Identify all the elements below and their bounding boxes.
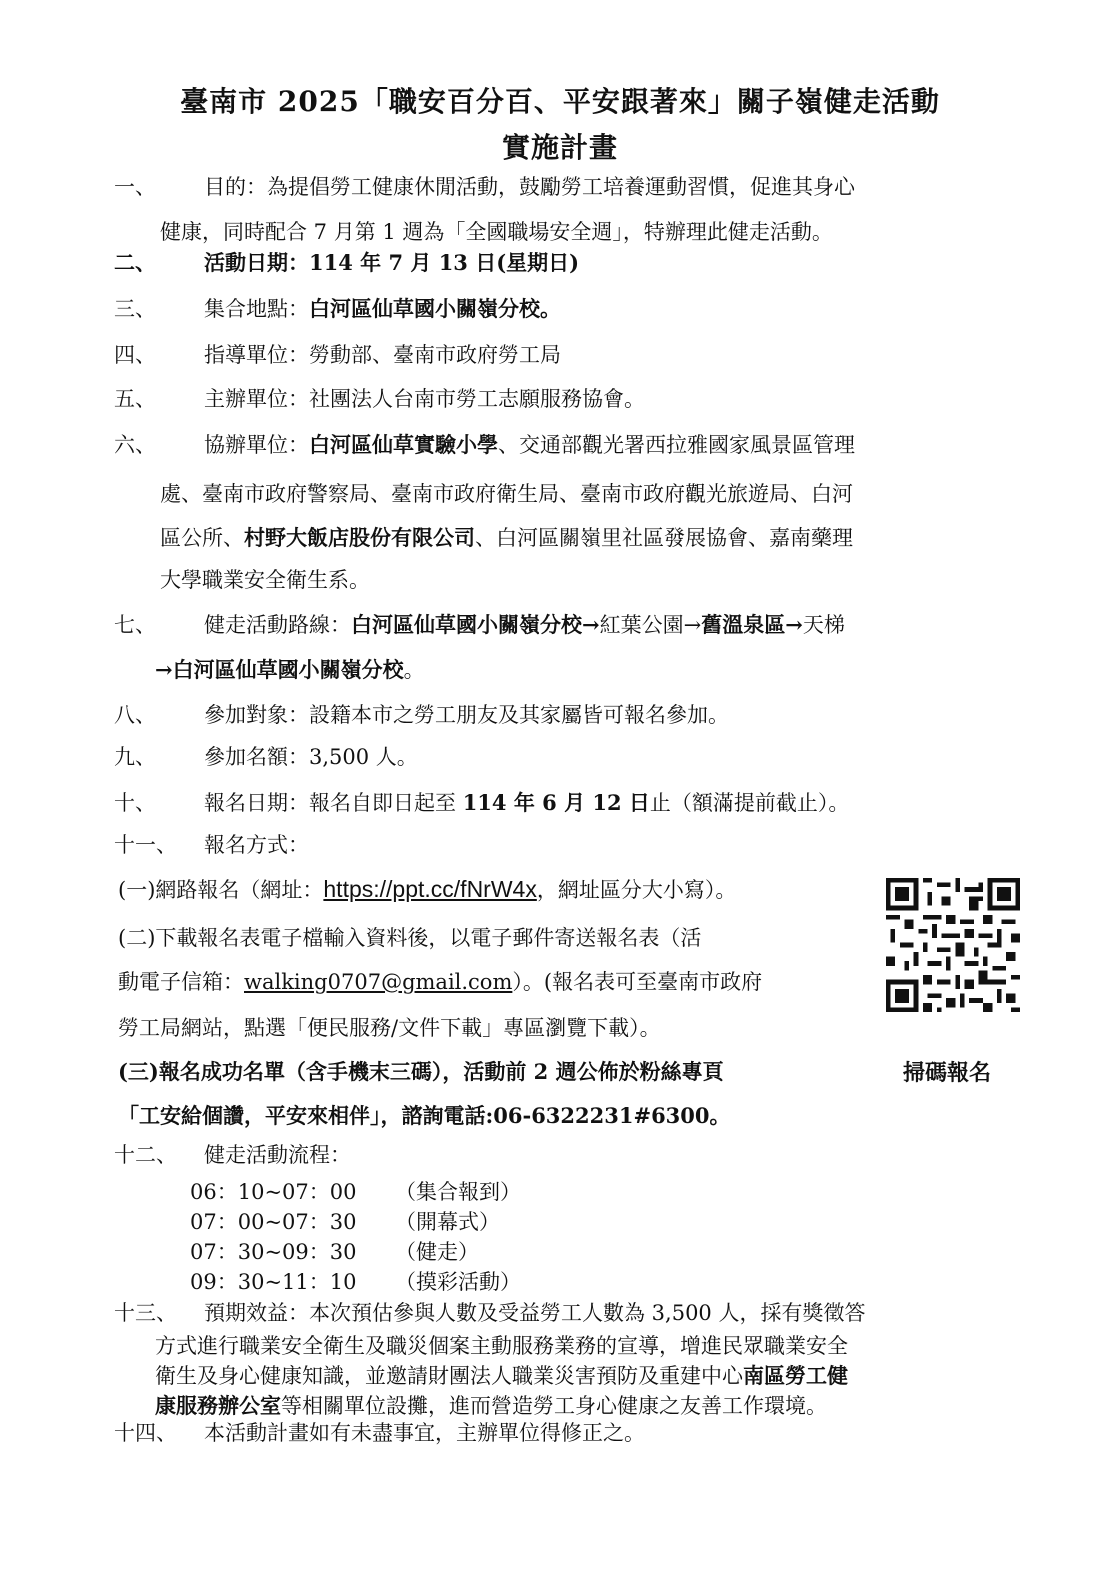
venue-name: 白河區仙草國小關嶺分校。 xyxy=(309,296,561,321)
route-stop-1: 白河區仙草國小關嶺分校→ xyxy=(351,612,600,637)
co-organizer-text-3b: 、白河區關嶺里社區發展協會、嘉南藥理 xyxy=(475,526,853,550)
section-label: 指導單位： xyxy=(204,343,309,367)
benefit-bold-3b: 南區勞工健 xyxy=(743,1363,848,1388)
schedule-time: 06：10~07：00 xyxy=(190,1180,357,1204)
section-label: 活動日期： xyxy=(204,250,309,275)
route-stop-5: →白河區仙草國小關嶺分校 xyxy=(155,657,404,682)
schedule-time: 07：30~09：30 xyxy=(190,1240,357,1264)
method-email-line-2 xyxy=(118,966,762,996)
schedule-item xyxy=(190,1266,521,1296)
section-number: 三、 xyxy=(114,297,156,321)
benefit-line-4 xyxy=(155,1390,827,1420)
co-organizer-bold-1: 白河區仙草實驗小學 xyxy=(309,432,498,457)
schedule-time: 07：00~07：30 xyxy=(190,1210,357,1234)
purpose-text-2: 健康，同時配合 7 月第 1 週為「全國職場安全週」，特辦理此健走活動。 xyxy=(160,220,833,244)
section-number: 六、 xyxy=(114,433,156,457)
schedule-event: （摸彩活動） xyxy=(395,1270,521,1294)
co-organizer-line-4: 大學職業安全衛生系。 xyxy=(160,568,370,592)
section-number: 九、 xyxy=(114,745,156,769)
schedule-event: （開幕式） xyxy=(395,1210,500,1234)
amendment-text: 本活動計畫如有未盡事宜，主辦單位得修正之。 xyxy=(204,1421,645,1445)
section-number: 一、 xyxy=(114,175,156,199)
co-organizer-text-1: 、交通部觀光署西拉雅國家風景區管理 xyxy=(498,433,855,457)
registration-pre: 報名自即日起至 xyxy=(309,791,463,815)
section-label: 健走活動流程： xyxy=(204,1143,351,1167)
quota-value: 3,500 人。 xyxy=(309,745,418,769)
route-stop-3: 舊溫泉區→ xyxy=(701,612,803,637)
section-number: 七、 xyxy=(114,613,156,637)
section-number: 二、 xyxy=(114,250,156,275)
co-organizer-text-3a: 區公所、 xyxy=(160,526,244,550)
benefit-line-3 xyxy=(155,1360,848,1390)
method-announcement-line-2: 「工安給個讚，平安來相伴」，諮詢電話:06-6322231#6300。 xyxy=(118,1103,731,1128)
benefit-text-3a: 衛生及身心健康知識，並邀請財團法人職業災害預防及重建中心 xyxy=(155,1364,743,1388)
schedule-item xyxy=(190,1206,500,1236)
eligibility-text: 設籍本市之勞工朋友及其家屬皆可報名參加。 xyxy=(309,703,729,727)
method-online-pre: (一)網路報名（網址： xyxy=(118,878,324,902)
section-number: 八、 xyxy=(114,703,156,727)
benefit-text-4b: 等相關單位設攤，進而營造勞工身心健康之友善工作環境。 xyxy=(281,1394,827,1418)
route-end: 。 xyxy=(403,658,425,682)
section-number: 十三、 xyxy=(114,1301,177,1325)
route-stop-2: 紅葉公園→ xyxy=(599,613,702,637)
route-stop-4: 天梯 xyxy=(802,613,845,637)
schedule-time: 09：30~11：10 xyxy=(190,1270,357,1294)
purpose-text-1: 為提倡勞工健康休閒活動，鼓勵勞工培養運動習慣，促進其身心 xyxy=(267,175,855,199)
registration-deadline: 114 年 6 月 12 日 xyxy=(462,790,650,815)
section-number: 十、 xyxy=(114,791,156,815)
section-label: 主辦單位： xyxy=(204,387,309,411)
section-label: 參加名額： xyxy=(204,745,309,769)
qr-caption: 掃碼報名 xyxy=(903,1060,992,1086)
section-label: 集合地點： xyxy=(204,297,309,321)
event-date: 114 年 7 月 13 日(星期日) xyxy=(309,250,580,275)
method-announcement-line-1: (三)報名成功名單（含手機末三碼），活動前 2 週公佈於粉絲專頁 xyxy=(118,1059,724,1084)
document-title: 臺南市 2025「職安百分百、平安跟著來」關子嶺健走活動 xyxy=(180,85,940,118)
benefit-line-1: 本次預估參與人數及受益勞工人數為 3,500 人，採有獎徵答 xyxy=(309,1301,866,1325)
section-label: 預期效益： xyxy=(204,1301,309,1325)
organizer-unit: 社團法人台南市勞工志願服務協會。 xyxy=(309,387,645,411)
benefit-bold-4a: 康服務辦公室 xyxy=(155,1393,281,1418)
co-organizer-line-2: 處、臺南市政府警察局、臺南市政府衛生局、臺南市政府觀光旅遊局、白河 xyxy=(160,482,853,506)
section-label: 參加對象： xyxy=(204,703,309,727)
method-email-line-1: (二)下載報名表電子檔輸入資料後，以電子郵件寄送報名表（活 xyxy=(118,926,702,950)
section-label: 健走活動路線： xyxy=(204,613,351,637)
section-number: 十四、 xyxy=(114,1421,177,1445)
registration-url-link[interactable]: https://ppt.cc/fNrW4x xyxy=(323,876,537,902)
section-label: 報名方式： xyxy=(204,833,309,857)
activity-email-link[interactable]: walking0707@gmail.com xyxy=(244,970,513,994)
method-email-pre: 動電子信箱： xyxy=(118,970,244,994)
section-label: 報名日期： xyxy=(204,791,309,815)
section-number: 十二、 xyxy=(114,1143,177,1167)
co-organizer-bold-2: 村野大飯店股份有限公司 xyxy=(244,525,475,550)
section-number: 十一、 xyxy=(114,833,177,857)
section-number: 五、 xyxy=(114,387,156,411)
document-subtitle: 實施計畫 xyxy=(501,131,618,164)
supervisor-units: 勞動部、臺南市政府勞工局 xyxy=(309,343,561,367)
co-organizer-line-3 xyxy=(160,522,853,552)
section-number: 四、 xyxy=(114,343,156,367)
method-email-line-3: 勞工局網站，點選「便民服務/文件下載」專區瀏覽下載）。 xyxy=(118,1016,661,1040)
schedule-event: （集合報到） xyxy=(395,1180,521,1204)
method-email-post: ）。(報名表可至臺南市政府 xyxy=(512,970,763,994)
section-label: 目的： xyxy=(204,175,267,199)
method-online xyxy=(118,874,736,904)
registration-post: 止（額滿提前截止）。 xyxy=(649,791,850,815)
schedule-item xyxy=(190,1236,479,1266)
route-line-2 xyxy=(155,654,425,684)
schedule-item xyxy=(190,1176,521,1206)
registration-qr-code[interactable] xyxy=(886,878,1020,1012)
section-label: 協辦單位： xyxy=(204,433,309,457)
benefit-line-2: 方式進行職業安全衛生及職災個案主動服務業務的宣導，增進民眾職業安全 xyxy=(155,1334,848,1358)
method-online-post: ，網址區分大小寫）。 xyxy=(536,878,737,902)
schedule-event: （健走） xyxy=(395,1240,479,1264)
